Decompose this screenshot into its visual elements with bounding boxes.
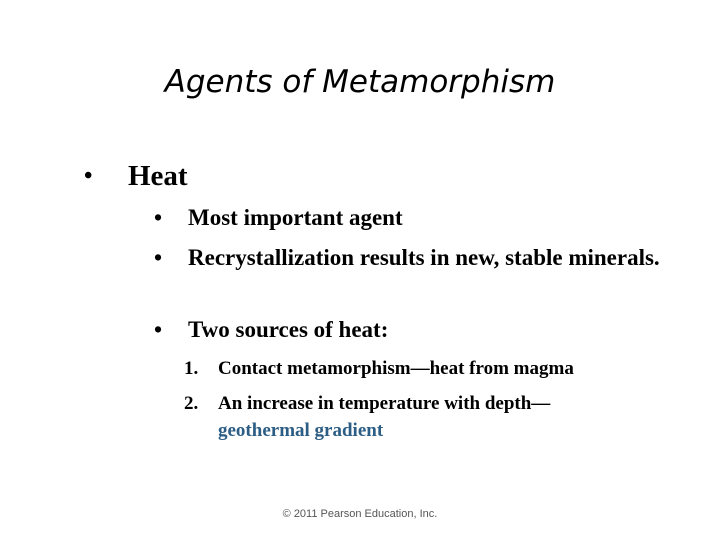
sub-bullet-3-text: Two sources of heat: <box>188 317 389 342</box>
numbered-item-1 <box>184 355 684 382</box>
slide-title: Agents of Metamorphism <box>164 64 556 100</box>
sub-bullet-1-text: Most important agent <box>188 205 403 230</box>
sub-bullet-3 <box>154 314 674 345</box>
sub-bullet-1-marker: • <box>154 205 163 230</box>
sub-bullet-2-text: Recrystallization results in new, stable minerals. <box>188 245 660 270</box>
numbered-item-2-body: An increase in temperature with depth— <box>218 393 551 414</box>
copyright-footer: © 2011 Pearson Education, Inc. <box>282 508 438 520</box>
sub-bullet-2-marker: • <box>154 245 163 270</box>
sub-bullet-2 <box>154 242 674 273</box>
numbered-item-1-body: Contact metamorphism—heat from magma <box>218 358 574 379</box>
numbered-item-2-text <box>218 390 684 444</box>
sub-bullet-3-marker: • <box>154 317 163 342</box>
numbered-item-1-text <box>218 355 684 382</box>
numbered-item-2 <box>184 390 684 444</box>
numbered-item-1-number: 1. <box>184 358 199 379</box>
main-bullet-label: Heat <box>128 160 188 192</box>
sub-bullet-1 <box>154 202 674 233</box>
geothermal-gradient-term: geothermal gradient <box>218 420 384 441</box>
main-bullet-marker: • <box>84 163 93 189</box>
numbered-item-2-number: 2. <box>184 393 199 414</box>
